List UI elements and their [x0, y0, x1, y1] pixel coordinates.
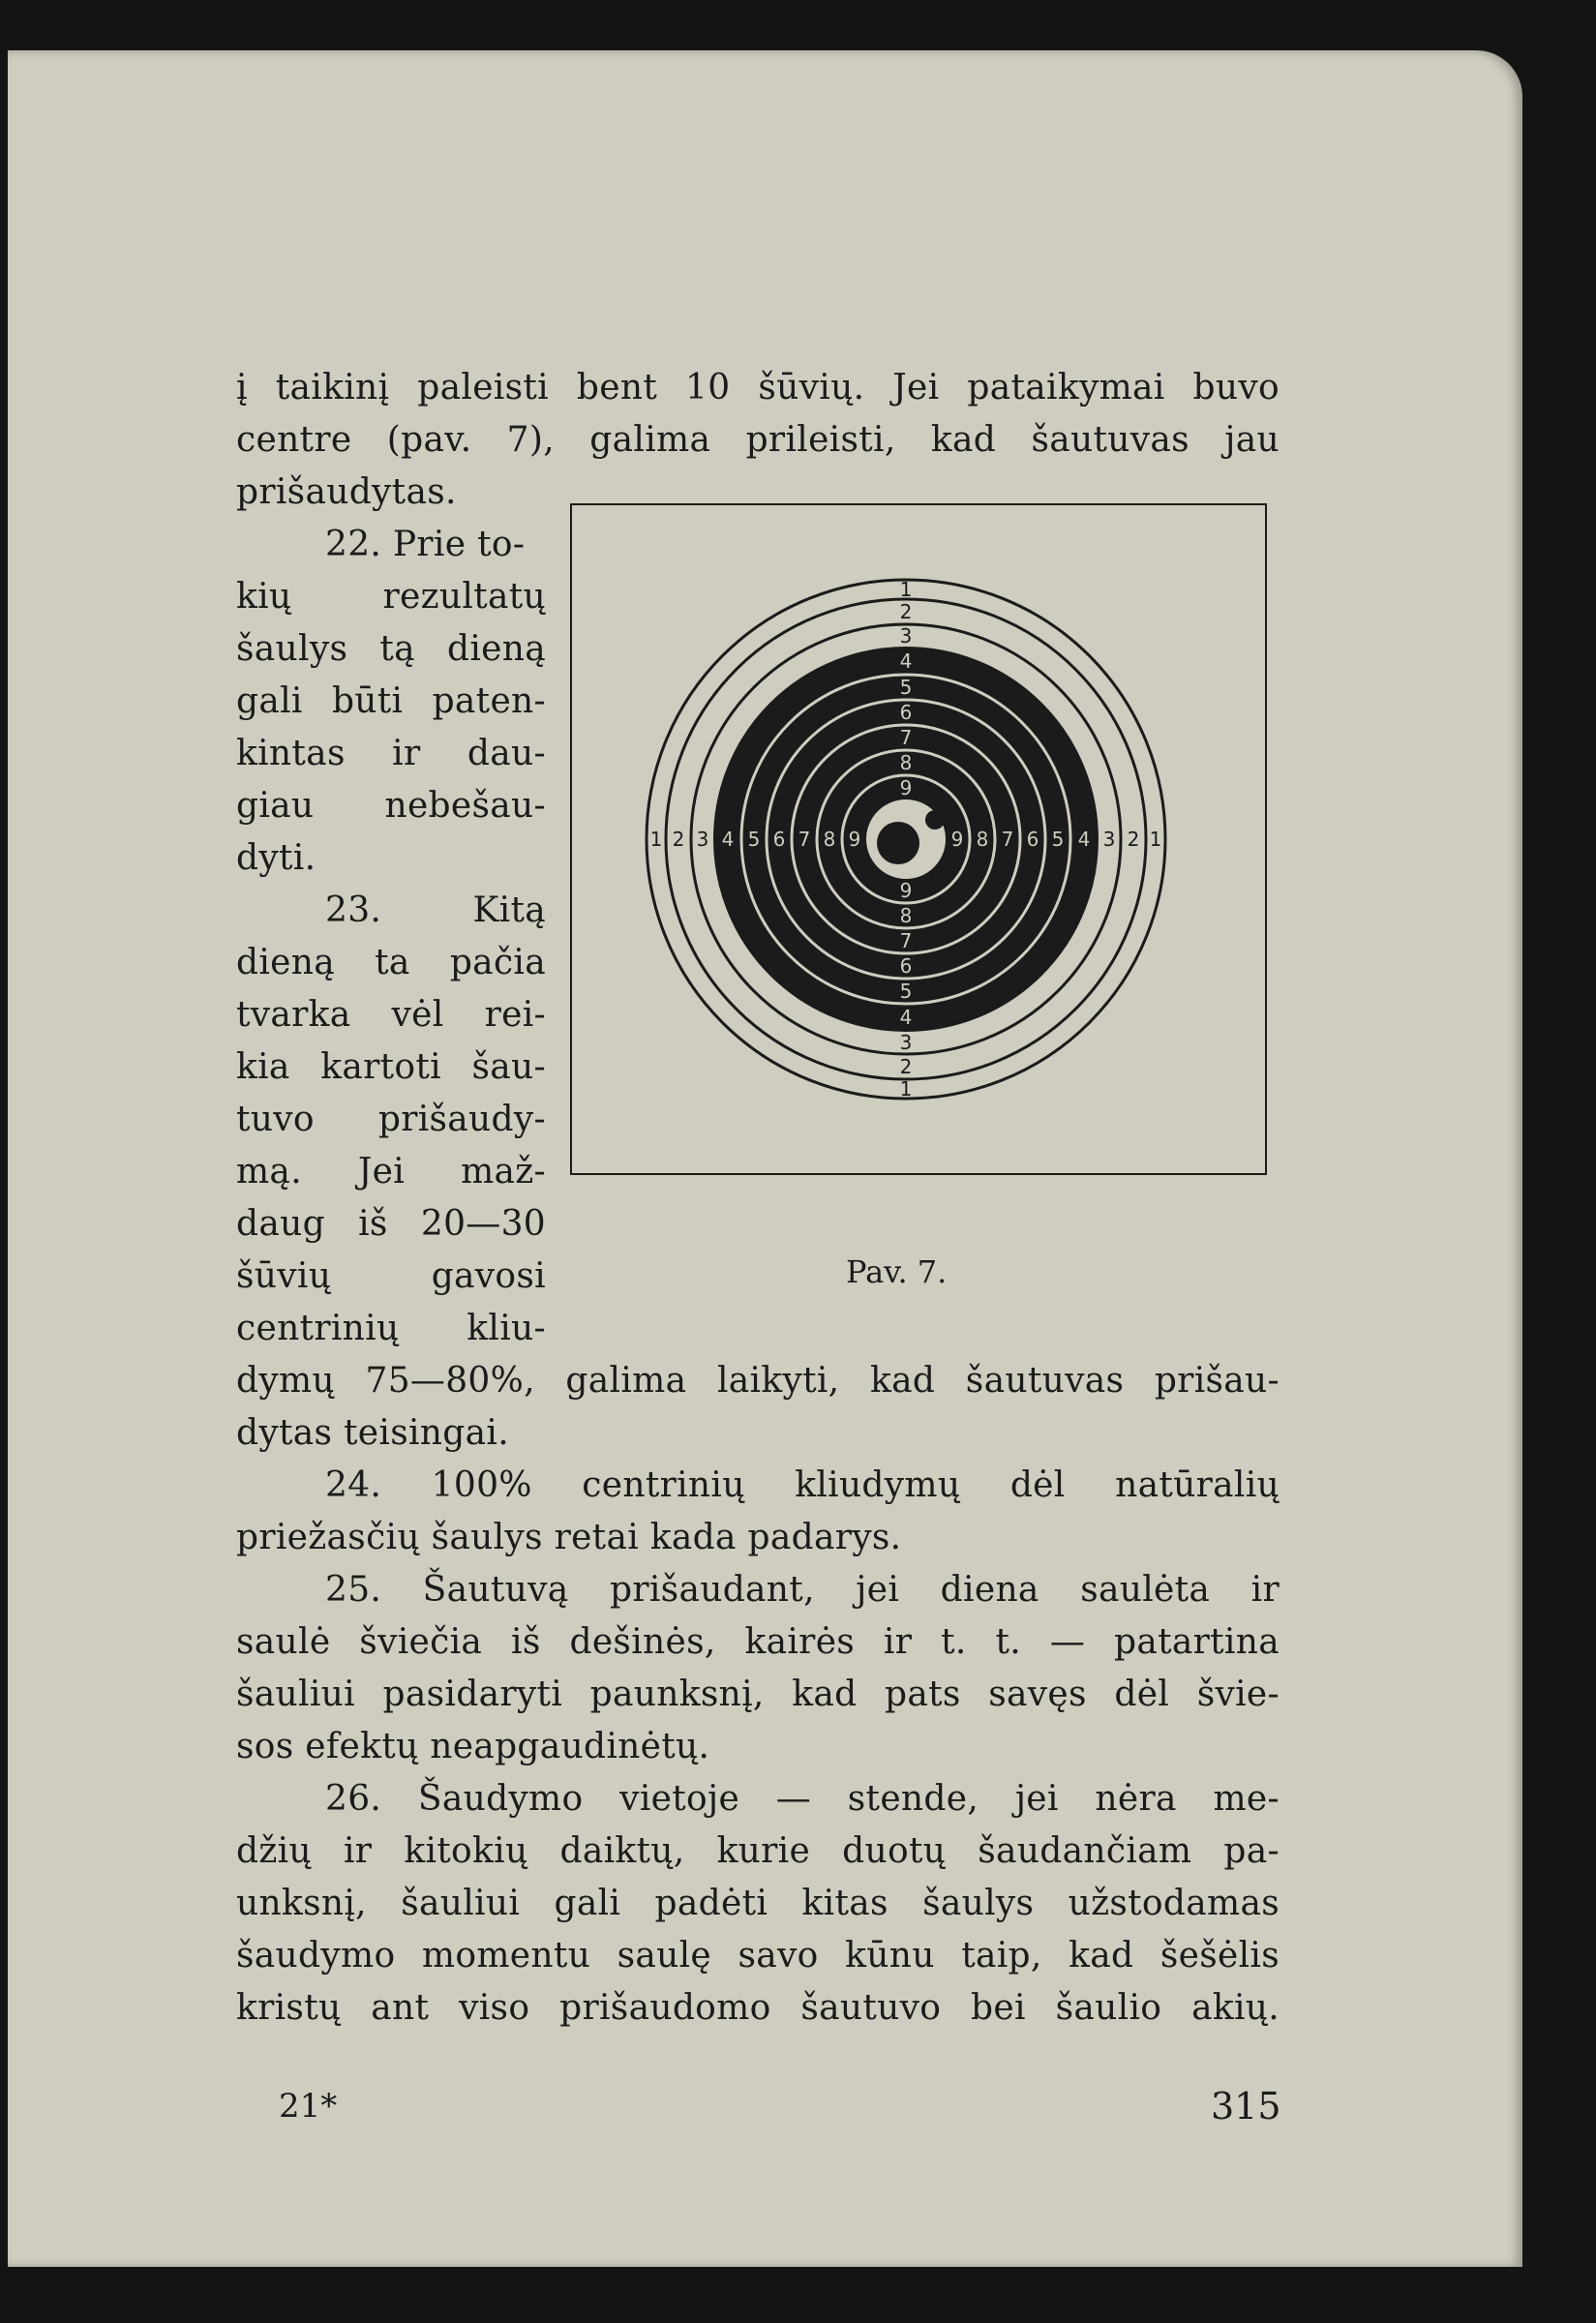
ring-number: 3: [899, 1031, 913, 1054]
text-line: dyti.: [236, 838, 316, 878]
ring-number: 6: [899, 954, 913, 978]
ring-number: 9: [950, 828, 964, 851]
ring-number: 5: [899, 676, 913, 699]
text-line: šaudymo momentu saulę savo kūnu taip, kad šešėlis: [236, 1936, 1280, 1976]
ring-number: 4: [721, 828, 735, 851]
ring-number: 7: [798, 828, 811, 851]
text-line: sos efektų neapgaudinėtų.: [236, 1727, 710, 1766]
text-line: 23. Kitą: [325, 890, 546, 930]
text-line: 26. Šaudymo vietoje — stende, jei nėra me-: [325, 1779, 1280, 1819]
ring-number: 5: [899, 980, 913, 1003]
ring-number: 4: [1077, 828, 1091, 851]
text-line: centre (pav. 7), galima prileisti, kad šautuvas jau: [236, 420, 1280, 460]
book-page: [8, 50, 1522, 2267]
text-line: kia kartoti šau-: [236, 1047, 546, 1087]
text-line: daug iš 20—30: [236, 1204, 546, 1244]
ring-number: 9: [848, 828, 861, 851]
ring-number: 1: [1149, 828, 1162, 851]
ring-number: 2: [899, 1055, 913, 1078]
text-line: priežasčių šaulys retai kada padarys.: [236, 1518, 902, 1557]
ring-number: 6: [772, 828, 786, 851]
text-line: į taikinį paleisti bent 10 šūvių. Jei pataikymai buvo: [236, 368, 1280, 407]
text-line: šauliui pasidaryti paunksnį, kad pats savęs dėl švie-: [236, 1674, 1280, 1714]
text-line: tuvo prišaudy-: [236, 1100, 546, 1139]
ring-number: 6: [899, 701, 913, 724]
ring-number: 1: [899, 1077, 913, 1101]
text-line: 22. Prie to-: [325, 525, 526, 564]
text-line: šūvių gavosi: [236, 1256, 546, 1296]
ring-number: 9: [899, 879, 913, 902]
ring-number: 7: [899, 726, 913, 749]
text-line: gali būti paten-: [236, 681, 546, 721]
ring-number: 1: [899, 578, 913, 601]
ring-number: 8: [899, 904, 913, 927]
text-line: tvarka vėl rei-: [236, 995, 546, 1035]
page-number: 315: [1211, 2085, 1281, 2127]
text-line: dymų 75—80%, galima laikyti, kad šautuvas prišau-: [236, 1361, 1280, 1401]
text-line: dytas teisingai.: [236, 1413, 509, 1453]
ring-number: 9: [899, 776, 913, 799]
ring-number: 1: [649, 828, 663, 851]
ring-number: 4: [899, 1006, 913, 1029]
bullet-hole: [925, 810, 945, 830]
text-line: unksnį, šauliui gali padėti kitas šaulys užstodamas: [236, 1884, 1280, 1923]
text-line: kių rezultatų: [236, 577, 546, 617]
text-line: kintas ir dau-: [236, 734, 546, 773]
figure-caption: Pav. 7.: [846, 1253, 948, 1290]
ring-number: 2: [672, 828, 685, 851]
text-line: 24. 100% centrinių kliudymų dėl natūralių: [325, 1465, 1280, 1505]
signature-mark: 21*: [279, 2087, 338, 2126]
text-line: šaulys tą dieną: [236, 629, 546, 669]
ring-number: 7: [899, 929, 913, 952]
text-line: centrinių kliu-: [236, 1309, 546, 1348]
ring-number: 5: [1051, 828, 1065, 851]
ring-number: 8: [976, 828, 989, 851]
ring-number: 8: [899, 751, 913, 774]
bullet-hole: [877, 822, 919, 864]
text-line: džių ir kitokių daiktų, kurie duotų šaudančiam pa-: [236, 1831, 1280, 1871]
text-line: saulė šviečia iš dešinės, kairės ir t. t. — patartina: [236, 1622, 1280, 1662]
ring-number: 5: [747, 828, 761, 851]
text-line: mą. Jei maž-: [236, 1152, 546, 1192]
ring-number: 3: [899, 624, 913, 648]
ring-number: 6: [1026, 828, 1039, 851]
ring-number: 8: [823, 828, 836, 851]
ring-number: 4: [899, 649, 913, 673]
target-figure: [570, 503, 1267, 1175]
ring-number: 2: [1127, 828, 1140, 851]
text-line: kristų ant viso prišaudomo šautuvo bei šaulio akių.: [236, 1988, 1280, 2028]
target-diagram: [572, 505, 1264, 1172]
ring-number: 3: [1102, 828, 1116, 851]
ring-number: 3: [696, 828, 709, 851]
text-line: prišaudytas.: [236, 472, 457, 512]
ring-number: 2: [899, 600, 913, 623]
ring-number: 7: [1001, 828, 1014, 851]
text-line: giau nebešau-: [236, 786, 546, 826]
text-line: 25. Šautuvą prišaudant, jei diena saulėta ir: [325, 1570, 1280, 1610]
text-line: dieną ta pačia: [236, 943, 546, 982]
